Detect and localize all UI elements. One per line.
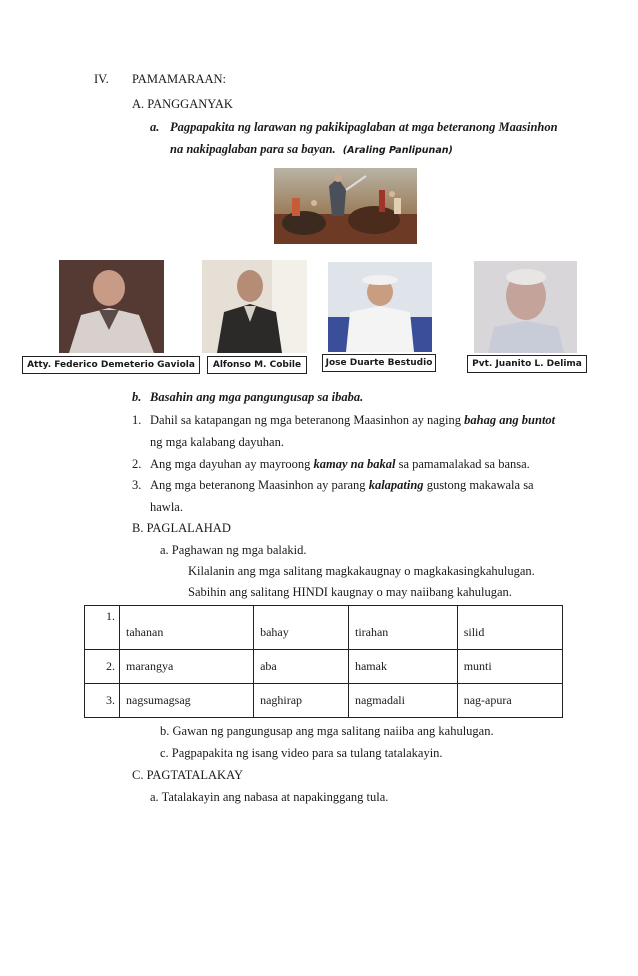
item-b-title: Basahin ang mga pangungusap sa ibaba.: [150, 390, 364, 404]
portrait-cobile-image: [202, 260, 307, 353]
table-cell: bahay: [254, 606, 349, 650]
battle-painting-image: [274, 168, 417, 244]
part-b-a: a. Paghawan ng mga balakid.: [160, 543, 307, 557]
row-number: 3.: [85, 684, 120, 718]
part-a-title: A. PANGGANYAK: [132, 97, 233, 111]
part-b-instruction-2: Sabihin ang salitang HINDI kaugnay o may naiibang kahulugan.: [188, 585, 512, 599]
sentence-1: [150, 413, 555, 428]
table-cell: nagsumagsag: [120, 684, 254, 718]
table-cell: naghirap: [254, 684, 349, 718]
row-number: 1.: [85, 606, 120, 650]
table-cell: tirahan: [348, 606, 457, 650]
caption-gaviola: Atty. Federico Demeterio Gaviola: [22, 356, 200, 374]
item-a-line2: na nakipaglaban para sa bayan.: [170, 142, 336, 156]
part-b-b: b. Gawan ng pangungusap ang mga salitang naiiba ang kahulugan.: [160, 724, 494, 738]
word-table: [84, 605, 563, 718]
table-row: [85, 650, 563, 684]
portrait-gaviola: [59, 260, 164, 353]
portrait-cobile: [202, 260, 307, 353]
table-cell: nag-apura: [457, 684, 562, 718]
part-c-a: a. Tatalakayin ang nabasa at napakinggang tula.: [150, 790, 389, 804]
caption-delima: Pvt. Juanito L. Delima: [467, 355, 587, 373]
table-cell: aba: [254, 650, 349, 684]
item-a-line1: Pagpapakita ng larawan ng pakikipaglaban at mga beteranong Maasinhon: [170, 120, 558, 134]
item-b-letter: b.: [132, 390, 142, 404]
part-c-title: C. PAGTATALAKAY: [132, 768, 243, 782]
sentence-3-post: gustong makawala sa: [423, 478, 534, 492]
row-number: 2.: [85, 650, 120, 684]
table-cell: nagmadali: [348, 684, 457, 718]
battle-painting: [274, 168, 417, 244]
table-cell: marangya: [120, 650, 254, 684]
sentence-2: [150, 457, 530, 472]
item-a-line2-wrap: [170, 142, 453, 157]
table-row: [85, 606, 563, 650]
section-title: PAMAMARAAN:: [132, 72, 227, 86]
item-a-letter: a.: [150, 120, 160, 134]
part-b-instruction-1: Kilalanin ang mga salitang magkakaugnay o magkakasingkahulugan.: [188, 564, 535, 578]
sentence-2-post: sa pamamalakad sa bansa.: [395, 457, 530, 471]
sentence-2-num: 2.: [132, 457, 142, 471]
table-row: [85, 684, 563, 718]
table-cell: tahanan: [120, 606, 254, 650]
table-cell: silid: [457, 606, 562, 650]
sentence-2-text: Ang mga dayuhan ay mayroong: [150, 457, 314, 471]
sentence-1-cont: ng mga kalabang dayuhan.: [150, 435, 284, 449]
sentence-3-idiom: kalapating: [368, 478, 424, 492]
section-number: IV.: [94, 72, 109, 86]
sentence-3-num: 3.: [132, 478, 142, 492]
part-b-title: B. PAGLALAHAD: [132, 521, 231, 535]
sentence-3-cont: hawla.: [150, 500, 183, 514]
caption-cobile: Alfonso M. Cobile: [207, 356, 307, 374]
part-b-c: c. Pagpapakita ng isang video para sa tulang tatalakayin.: [160, 746, 443, 760]
table-cell: hamak: [348, 650, 457, 684]
table-cell: munti: [457, 650, 562, 684]
caption-bestudio: Jose Duarte Bestudio: [322, 354, 436, 372]
portrait-delima: [474, 261, 577, 353]
portrait-bestudio: [328, 262, 432, 352]
sentence-3: [150, 478, 534, 493]
portrait-bestudio-image: [328, 262, 432, 352]
portrait-delima-image: [474, 261, 577, 353]
item-a-tag: (Araling Panlipunan): [342, 145, 453, 156]
sentence-2-idiom: kamay na bakal: [313, 457, 396, 471]
sentence-1-idiom: bahag ang buntot: [464, 413, 556, 427]
portrait-gaviola-image: [59, 260, 164, 353]
sentence-1-num: 1.: [132, 413, 142, 427]
sentence-3-text: Ang mga beteranong Maasinhon ay parang: [150, 478, 369, 492]
sentence-1-text: Dahil sa katapangan ng mga beteranong Maasinhon ay naging: [150, 413, 465, 427]
